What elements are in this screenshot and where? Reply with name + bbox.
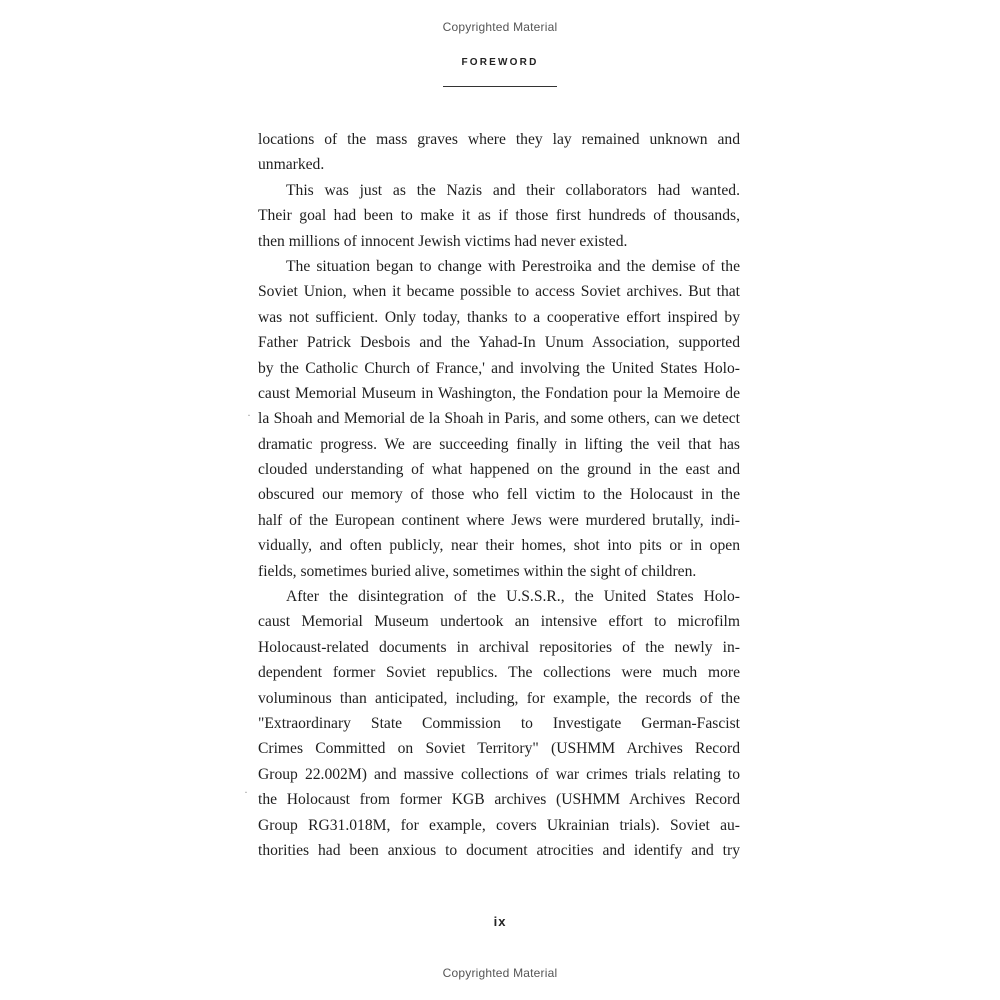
text-line: The situation began to change with Perestroika and the demise of the	[286, 257, 740, 275]
text-line: Father Patrick Desbois and the Yahad-In Unum Association, supported	[258, 334, 740, 352]
text-line: "Extraordinary State Commission to Investigate German-Fascist	[258, 714, 740, 732]
text-line: locations of the mass graves where they lay remained unknown and	[258, 131, 740, 148]
text-line: dramatic progress. We are succeeding finally in lifting the veil that has	[258, 435, 740, 453]
text-line: Soviet Union, when it became possible to access Soviet archives. But that	[258, 283, 740, 301]
text-line: This was just as the Nazis and their collaborators had wanted.	[286, 181, 740, 199]
margin-mark: ·	[247, 408, 251, 422]
text-line: thorities had been anxious to document atrocities and identify and try	[258, 841, 740, 859]
text-line: Group RG31.018M, for example, covers Ukrainian trials). Soviet au-	[258, 816, 740, 834]
text-line: by the Catholic Church of France,' and involving the United States Holo-	[258, 359, 740, 377]
text-line: caust Memorial Museum undertook an intensive effort to microfilm	[258, 613, 740, 631]
text-line: obscured our memory of those who fell victim to the Holocaust in the	[258, 486, 740, 504]
text-line: Holocaust-related documents in archival repositories of the newly in-	[258, 638, 740, 656]
text-line: la Shoah and Memorial de la Shoah in Paris, and some others, can we detect	[258, 410, 740, 428]
text-line: After the disintegration of the U.S.S.R., the United States Holo-	[286, 588, 740, 606]
body-text	[258, 127, 740, 863]
text-line: dependent former Soviet republics. The collections were much more	[258, 664, 740, 682]
text-line: Their goal had been to make it as if those first hundreds of thousands,	[258, 207, 740, 225]
text-line: clouded understanding of what happened on the ground in the east and	[258, 461, 740, 479]
text-line: caust Memorial Museum in Washington, the Fondation pour la Memoire de	[258, 384, 740, 402]
watermark-bottom: Copyrighted Material	[442, 966, 558, 980]
text-line: voluminous than anticipated, including, for example, the records of the	[258, 689, 740, 707]
watermark-top: Copyrighted Material	[442, 20, 558, 34]
margin-mark: ·	[244, 785, 248, 799]
text-line: the Holocaust from former KGB archives (USHMM Archives Record	[258, 791, 740, 809]
page-number: ix	[493, 914, 507, 929]
text-line: was not sufficient. Only today, thanks to a cooperative effort inspired by	[258, 308, 740, 326]
text-line: vidually, and often publicly, near their homes, shot into pits or in open	[258, 537, 740, 555]
text-line: unmarked.	[258, 156, 325, 174]
text-line: fields, sometimes buried alive, sometimes within the sight of children.	[258, 562, 697, 580]
text-line: Group 22.002M) and massive collections of war crimes trials relating to	[258, 765, 740, 783]
text-line: then millions of innocent Jewish victims had never existed.	[258, 232, 628, 250]
text-line: half of the European continent where Jews were murdered brutally, indi-	[258, 511, 740, 529]
text-line: Crimes Committed on Soviet Territory" (USHMM Archives Record	[258, 740, 740, 758]
running-head: FOREWORD	[461, 57, 539, 68]
running-head-rule	[443, 86, 557, 87]
